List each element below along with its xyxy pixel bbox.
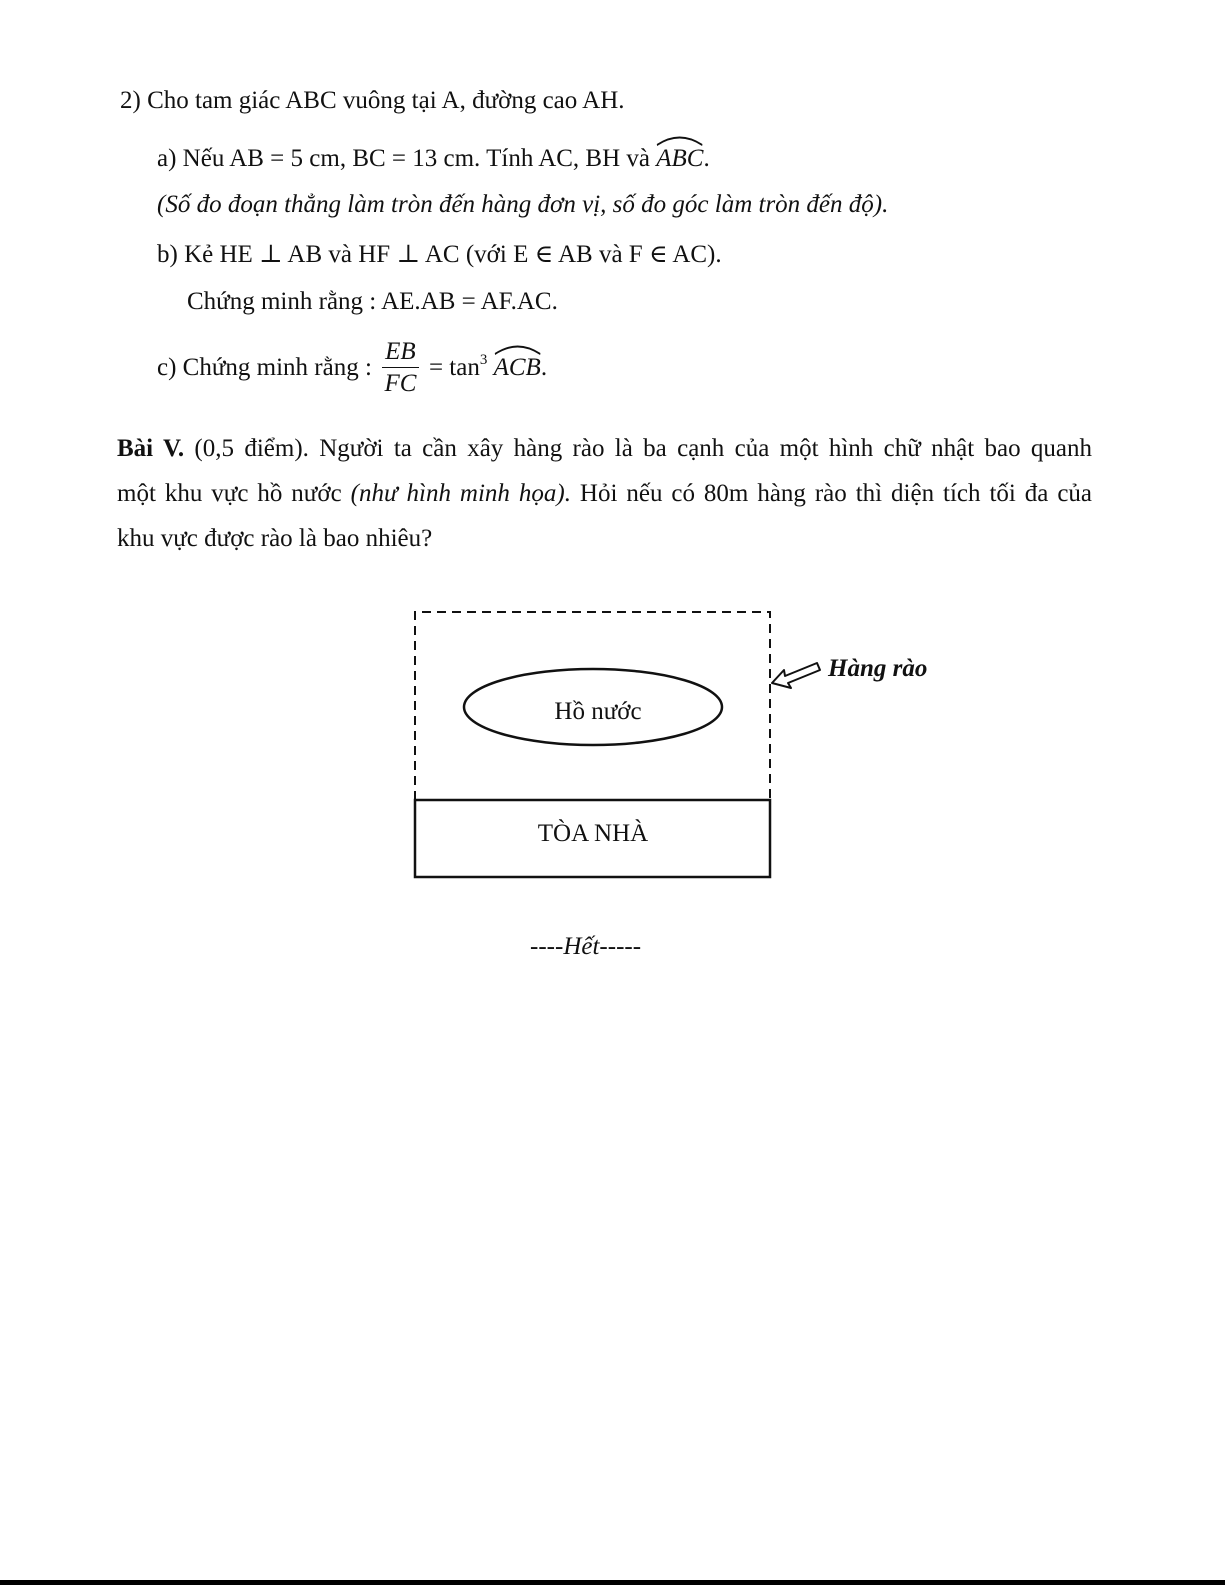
fraction-eb-fc: $\frac{EB}{FC}$ (382, 336, 419, 400)
q2-part-c: c) Chứng minh rằng : $\frac{EB}{FC}$ = $\tan^3$ ACB. (157, 336, 547, 400)
q2-part-b-prove: Chứng minh rằng : AE.AB = AF.AC. (187, 288, 558, 315)
bai5-line3: khu vực được rào là bao nhiêu? (117, 525, 433, 552)
end-marker: ----Hết----- (530, 933, 642, 960)
q2-part-b: b) Kẻ HE ⊥ AB và HF ⊥ AC (với E ∈ AB và F ∈ AC). (157, 241, 722, 268)
q2-part-a-note: (Số đo đoạn thẳng làm tròn đến hàng đơn vị, số đo góc làm tròn đến độ). (157, 191, 889, 218)
page-bottom-border (0, 1580, 1225, 1585)
building-label: TÒA NHÀ (537, 820, 649, 847)
lake-label: Hồ nước (554, 698, 642, 725)
q2-part-a: a) Nếu AB = 5 cm, BC = 13 cm. Tính AC, BH và ABC. (157, 144, 710, 174)
fence-arrow-icon (772, 663, 820, 688)
angle-abc: ABC (656, 144, 703, 174)
q2-intro: 2) Cho tam giác ABC vuông tại A, đường cao AH. (120, 87, 625, 114)
fence-label: Hàng rào (828, 655, 928, 682)
bai5-line1: Bài V. (0,5 điểm). Người ta cần xây hàng rào là ba cạnh của một hình chữ nhật bao quanh (117, 435, 1092, 462)
bai5-line2: một khu vực hồ nước (như hình minh họa). Hỏi nếu có 80m hàng rào thì diện tích tối đa của (117, 480, 1093, 507)
angle-acb: ACB (494, 353, 541, 383)
